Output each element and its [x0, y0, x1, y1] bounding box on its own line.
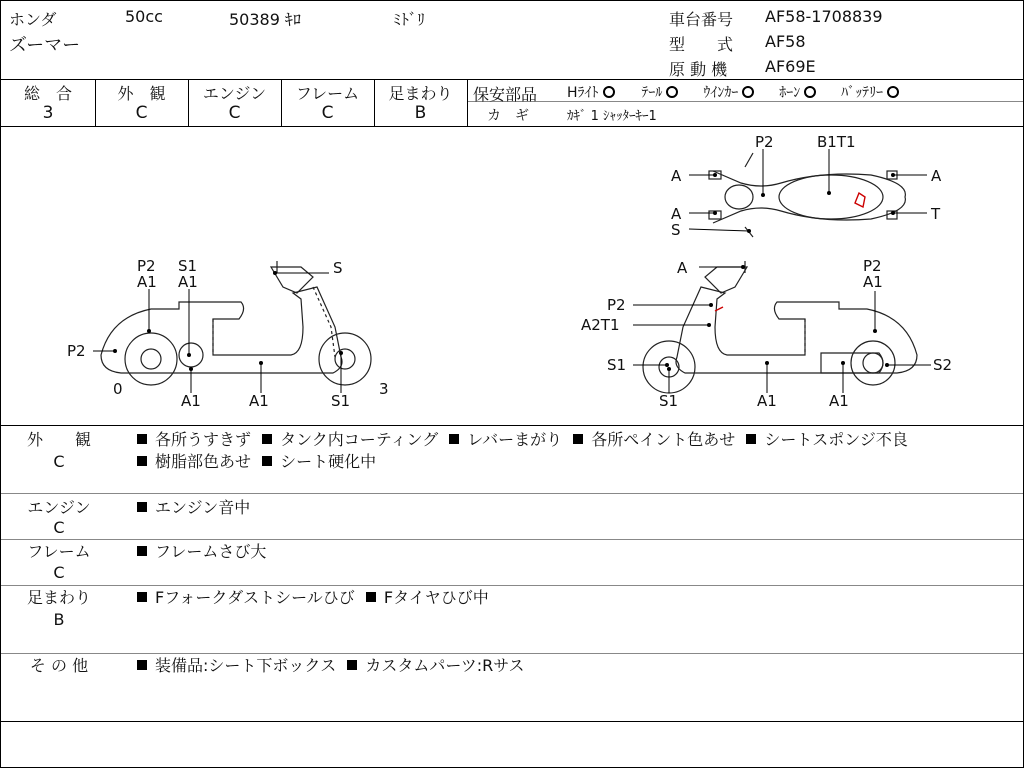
mileage: 50389 ｷﾛ: [229, 10, 301, 29]
section-items: 各所うすきず タンク内コーティング レバーまがり 各所ペイント色あせ シートスポンジ不良 樹脂部色あせ シート硬化中: [137, 429, 1017, 473]
section-name: フレーム: [27, 542, 91, 561]
section-grade: C: [53, 563, 65, 582]
diagram-label: A: [671, 205, 682, 223]
diagram-label: P2: [607, 296, 626, 314]
type-value: AF58: [765, 32, 806, 51]
engine-value: AF69E: [765, 57, 816, 76]
diagram-label: S: [671, 221, 681, 239]
section-name: 足まわり: [26, 588, 91, 607]
grade-value-overall: 3: [42, 103, 54, 123]
scooter-top-view: [709, 153, 905, 237]
grade-value-exterior: C: [135, 103, 148, 123]
bullet-square-icon: [746, 434, 756, 444]
bullet-square-icon: [449, 434, 459, 444]
diagram-label: A: [677, 259, 688, 277]
bullet-square-icon: [137, 546, 147, 556]
diagram-label: S2: [933, 356, 953, 374]
grade-label-overall: 総 合: [23, 84, 72, 103]
ok-circle-icon: [666, 86, 678, 98]
ok-circle-icon: [742, 86, 754, 98]
diagram-label: S1: [331, 392, 351, 410]
grade-value-engine: C: [228, 103, 241, 123]
diagram-label: S1: [659, 392, 679, 410]
maker: ホンダ: [9, 10, 57, 29]
key-value: ｶｷﾞ 1 ｼｬｯﾀｰｷｰ1: [567, 109, 657, 124]
section-items: フレームさび大: [137, 541, 272, 563]
diagram-label: A: [671, 167, 682, 185]
grade-value-frame: C: [321, 103, 334, 123]
bullet-square-icon: [573, 434, 583, 444]
grade-label-frame: フレーム: [295, 84, 360, 103]
frame-no: AF58-1708839: [765, 7, 883, 26]
diagram-label: A1: [863, 273, 883, 291]
section-grade: B: [53, 610, 65, 629]
section-items: エンジン音中: [137, 497, 256, 519]
safety-item-horn: ﾎｰﾝ: [779, 85, 816, 101]
diagram-label: A1: [178, 273, 198, 291]
bullet-square-icon: [366, 592, 376, 602]
diagram-label: P2: [137, 257, 156, 275]
bullet-square-icon: [262, 456, 272, 466]
grade-label-engine: エンジン: [202, 84, 267, 103]
ok-circle-icon: [804, 86, 816, 98]
diagram-label: P2: [67, 342, 86, 360]
diagram-label: 0: [113, 380, 123, 398]
engine-label: 原 動 機: [669, 60, 728, 79]
safety-items: [567, 82, 899, 102]
type-label: 型 式: [669, 35, 734, 54]
section-grade: C: [53, 518, 65, 537]
safety-item-headlight: Hﾗｲﾄ: [567, 85, 615, 101]
bullet-square-icon: [347, 660, 357, 670]
diagram-label: P2: [863, 257, 882, 275]
color: ﾐﾄﾞﾘ: [393, 10, 426, 29]
damage-mark-icon: [855, 193, 865, 207]
bullet-square-icon: [262, 434, 272, 444]
diagram-label: A: [931, 167, 942, 185]
section-items: 装備品:シート下ボックス カスタムパーツ:Rサス: [137, 655, 531, 677]
grade-label-suspension: 足まわり: [388, 84, 453, 103]
grade-label-exterior: 外 観: [117, 84, 166, 103]
section-name: 外 観: [26, 430, 91, 449]
diagram-label: B1T1: [817, 133, 856, 151]
diagram-label: A1: [181, 392, 201, 410]
key-label: カ ギ: [487, 108, 529, 124]
diagram-label: A2T1: [581, 316, 620, 334]
bullet-square-icon: [137, 434, 147, 444]
diagram-label: T: [931, 205, 941, 223]
section-name: そ の 他: [29, 656, 89, 675]
ok-circle-icon: [603, 86, 615, 98]
diagram-label: A1: [757, 392, 777, 410]
damage-diagram: [1, 127, 1023, 425]
section-items: Fフォークダストシールひび Fタイヤひび中: [137, 587, 495, 609]
section-name: エンジン: [27, 498, 91, 517]
bullet-square-icon: [137, 592, 147, 602]
diagram-label: S1: [607, 356, 627, 374]
diagram-label: 3: [379, 380, 389, 398]
diagram-label: A1: [829, 392, 849, 410]
diagram-label: P2: [755, 133, 774, 151]
safety-item-winker: ｳｲﾝｶｰ: [703, 85, 754, 101]
safety-item-battery: ﾊﾞｯﾃﾘｰ: [841, 85, 899, 101]
safety-label: 保安部品: [473, 85, 538, 104]
diagram-label: A1: [249, 392, 269, 410]
bullet-square-icon: [137, 502, 147, 512]
diagram-label: A1: [137, 273, 157, 291]
safety-item-tail: ﾃｰﾙ: [641, 85, 678, 101]
frame-no-label: 車台番号: [669, 10, 734, 29]
diagram-label: S: [333, 259, 343, 277]
bullet-square-icon: [137, 456, 147, 466]
grade-value-suspension: B: [414, 103, 427, 123]
bullet-square-icon: [137, 660, 147, 670]
ok-circle-icon: [887, 86, 899, 98]
diagram-label: S1: [178, 257, 198, 275]
section-grade: C: [53, 452, 65, 471]
displacement: 50cc: [125, 7, 163, 26]
model-name: ズーマー: [9, 35, 81, 56]
